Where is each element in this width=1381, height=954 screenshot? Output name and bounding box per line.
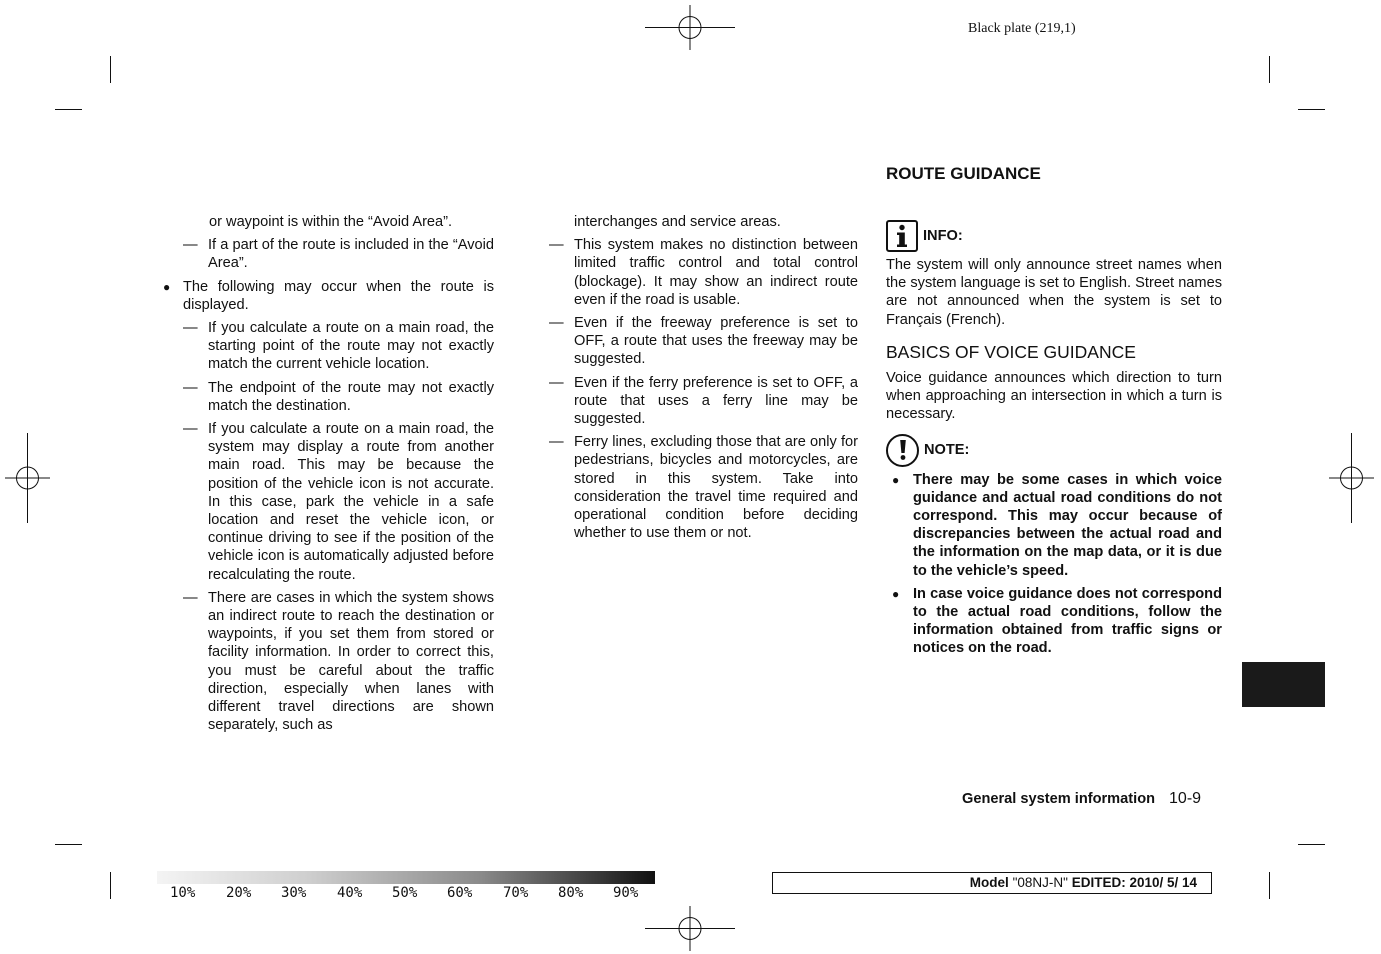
scale-label: 50% <box>392 885 418 901</box>
list-item <box>183 236 494 272</box>
dash-marker: — <box>549 315 564 332</box>
list-item-text: Even if the freeway preference is set to OFF, a route that uses the freeway may be suggested. <box>574 315 858 368</box>
list-item-text: If a part of the route is included in the “Avoid Area”. <box>208 237 494 272</box>
list-item-text: The following may occur when the route is displayed. <box>183 278 494 313</box>
list-item <box>886 471 1222 580</box>
list-item-text: Even if the ferry preference is set to OFF, a route that uses a ferry line may be suggested. <box>574 374 858 428</box>
model-value: "08NJ-N" <box>1012 875 1068 890</box>
dash-marker: — <box>549 237 564 254</box>
info-icon <box>886 220 918 252</box>
list-item <box>549 433 858 542</box>
page-number: 10-9 <box>1169 790 1202 807</box>
section-heading: ROUTE GUIDANCE <box>886 164 1041 183</box>
list-item <box>886 585 1222 658</box>
scale-label: 20% <box>226 885 252 901</box>
right-column <box>886 220 1222 663</box>
model-box <box>772 872 1212 894</box>
crop-mark <box>55 109 82 110</box>
registration-mark <box>1329 433 1374 523</box>
footer-section: General system information <box>962 791 1156 807</box>
list-item <box>183 420 494 584</box>
list-item <box>183 319 494 374</box>
crop-mark <box>1298 109 1325 110</box>
list-item-text: In case voice guidance does not correspond to the actual road conditions, follow the information obtained from traffic signs or notices on the road. <box>913 585 1222 657</box>
info-label: INFO: <box>923 227 963 244</box>
list-item-text: If you calculate a route on a main road, the starting point of the route may not exactly match the current vehicle location. <box>208 320 494 373</box>
middle-column <box>549 213 858 547</box>
dash-marker: — <box>183 589 198 606</box>
dash-marker: — <box>183 421 198 438</box>
bullet-marker: ● <box>892 586 900 601</box>
list-item-text: There are cases in which the system shows an indirect route to reach the destination or waypoints, if you set them from stored or facility information. In order to correct this, you must be careful about the traffic direction, especially when lanes with different travel directions are shown separately, such as <box>208 589 494 734</box>
dash-marker: — <box>183 320 198 337</box>
list-item <box>163 278 494 314</box>
left-column <box>163 213 494 739</box>
crop-mark <box>110 56 111 83</box>
plate-label: Black plate (219,1) <box>968 21 1076 36</box>
scale-label: 80% <box>558 885 584 901</box>
dash-marker: — <box>183 237 198 254</box>
dash-marker: — <box>183 379 198 396</box>
continued-text: interchanges and service areas. <box>574 214 781 230</box>
model-label: Model <box>969 875 1009 890</box>
continued-text: or waypoint is within the “Avoid Area”. <box>209 214 453 230</box>
crop-mark <box>55 844 82 845</box>
list-item-text: There may be some cases in which voice guidance and actual road conditions do not correspond. This may occur because of discrepancies between the actual road and the information on the map data, or it is due to the vehicle’s speed. <box>913 471 1222 579</box>
info-text: The system will only announce street names when the system language is set to English. Street names are not announced when the system is set to Français (French). <box>886 257 1222 328</box>
crop-mark <box>110 872 111 899</box>
list-item-text: Ferry lines, excluding those that are only for pedestrians, bicycles and motorcycles, are stored in this system. Take into consideration the travel time required and operational condition before deciding whether to use them or not. <box>574 434 858 542</box>
note-label: NOTE: <box>924 442 970 459</box>
scale-label: 30% <box>281 885 307 901</box>
note-list <box>886 471 1222 658</box>
scale-label: 40% <box>337 885 363 901</box>
list-item-text: This system makes no distinction between limited traffic control and total control (blockage). It may show an indirect route even if the road is usable. <box>574 237 858 308</box>
exclamation-icon <box>886 434 919 467</box>
list-item <box>183 589 494 735</box>
scale-label: 90% <box>613 885 639 901</box>
list-item <box>183 379 494 415</box>
section-tab <box>1242 662 1325 707</box>
info-header <box>886 220 1222 252</box>
scale-label: 70% <box>503 885 529 901</box>
bullet-marker: ● <box>892 472 900 487</box>
subheading: BASICS OF VOICE GUIDANCE <box>886 341 1136 362</box>
list-item-text: If you calculate a route on a main road, the system may display a route from another main road. This may be because the position of the vehicle icon is not accurate. In this case, park the vehicle in a safe location and reset the vehicle icon, or continue driving to see if the position of the vehicle icon is automatically adjusted before recalculating the route. <box>208 421 494 583</box>
dash-marker: — <box>549 374 564 391</box>
registration-mark <box>5 433 50 523</box>
edited-date: EDITED: 2010/ 5/ 14 <box>1071 875 1197 890</box>
list-item <box>549 374 858 429</box>
grayscale-bar <box>157 871 655 884</box>
dash-marker: — <box>549 434 564 451</box>
page-footer <box>962 790 1201 808</box>
crop-mark <box>1269 56 1270 83</box>
list-item <box>549 236 858 309</box>
crop-mark <box>1269 872 1270 899</box>
scale-label: 10% <box>170 885 196 901</box>
crop-mark <box>1298 844 1325 845</box>
list-item-text: The endpoint of the route may not exactly match the destination. <box>208 379 494 414</box>
registration-mark <box>645 906 735 951</box>
registration-mark <box>645 5 735 50</box>
list-item <box>549 314 858 369</box>
bullet-marker: ● <box>163 279 171 294</box>
scale-label: 60% <box>447 885 473 901</box>
basics-text: Voice guidance announces which direction to turn when approaching an intersection in which a turn is necessary. <box>886 370 1222 423</box>
note-header <box>886 434 1222 467</box>
